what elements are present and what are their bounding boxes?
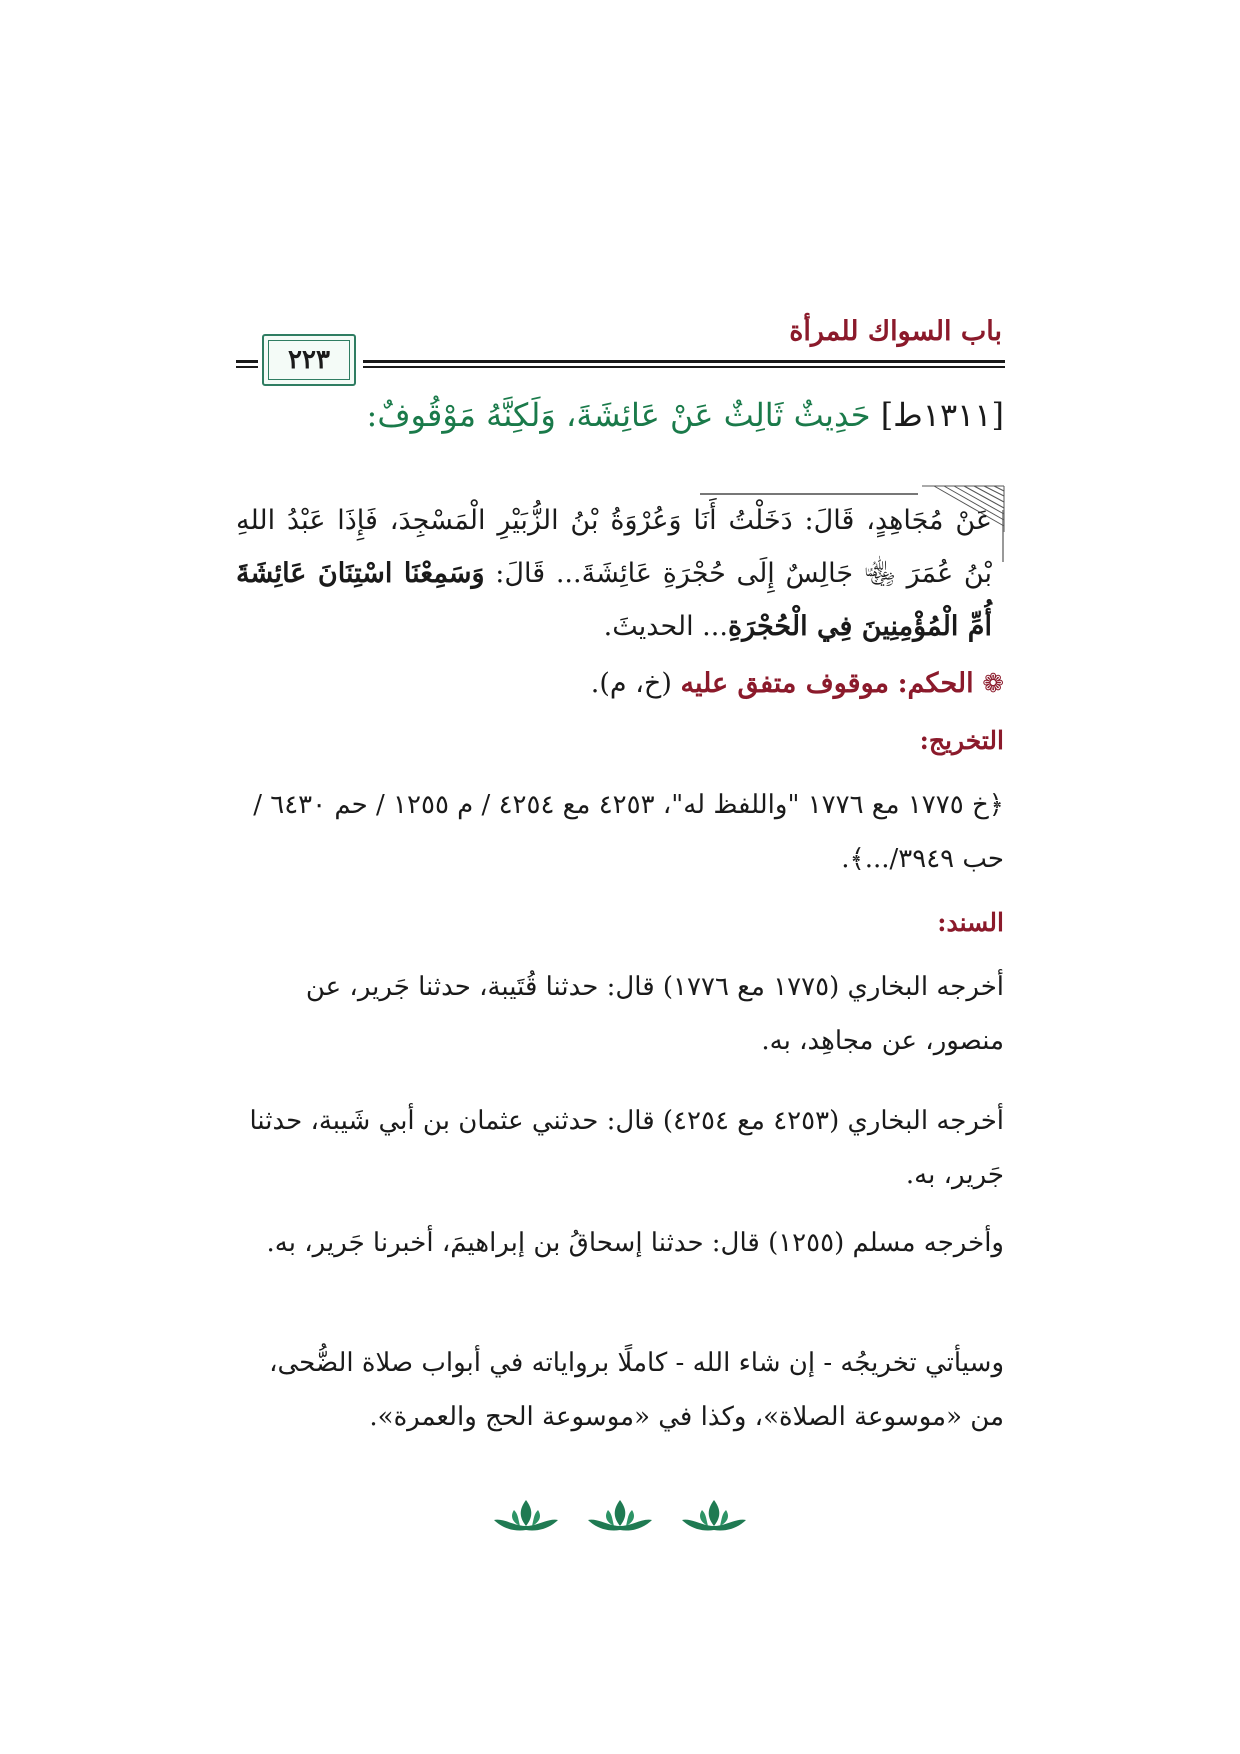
header-rule-thin [363, 366, 1005, 368]
sanad-paragraph: وأخرجه مسلم (١٢٥٥) قال: حدثنا إسحاقُ بن إبراهيمَ، أخبرنا جَرير، به. [266, 1228, 1004, 1258]
sanad-paragraph: أخرجه البخاري (١٧٧٥ مع ١٧٧٦) قال: حدثنا قُتَيبة، حدثنا جَرير، عن منصور، عن مجاهِد، به. [305, 972, 1004, 1056]
sanad-paragraph: أخرجه البخاري (٤٢٥٣ مع ٤٢٥٤) قال: حدثني عثمان بن أبي شَيبة، حدثنا جَرير، به. [249, 1106, 1004, 1190]
lotus-ornament-icon [490, 1496, 562, 1536]
sanad-paragraph: وسيأتي تخريجُه - إن شاء الله - كاملًا برواياته في أبواب صلاة الضُّحى، من «موسوعة الصلاة»، وكذا في «موسوعة الحج والعمرة». [269, 1348, 1004, 1432]
sanad-label: السند: [937, 908, 1004, 937]
hadith-number: [١٣١١ط] [880, 396, 1004, 434]
ruling-value: موقوف متفق عليه [680, 668, 889, 699]
chapter-title: باب السواك للمرأة [789, 316, 1002, 347]
ruling-line [224, 668, 1004, 699]
takhrij-text: ﴿خ ١٧٧٥ مع ١٧٧٦ "واللفظ له"، ٤٢٥٣ مع ٤٢٥٤ / م ١٢٥٥ / حم ٦٤٣٠ / حب ٣٩٤٩/...﴾. [253, 790, 1004, 874]
lotus-ornament-icon [678, 1496, 750, 1536]
lotus-ornament-icon [584, 1496, 656, 1536]
page-number: ٢٢٣ [288, 345, 330, 375]
hadith-text-end: ... الحديثَ. [603, 611, 728, 642]
hadith-text-main: عَنْ مُجَاهِدٍ، قَالَ: دَخَلْتُ أَنَا وَعُرْوَةُ بْنُ الزُّبَيْرِ الْمَسْجِدَ، فَإِذَا عَبْدُ اللهِ بْنُ عُمَرَ ﵄ جَالِسٌ إِلَى حُجْرَةِ عَائِشَةَ... قَالَ: [236, 505, 992, 589]
page-number-frame-inner [268, 340, 350, 380]
hadith-heading [224, 396, 1004, 434]
section-end-ornaments [490, 1496, 750, 1536]
ruling-label: الحكم: [897, 668, 974, 699]
hadith-heading-text: حَدِيثٌ ثَالِثٌ عَنْ عَائِشَةَ، وَلَكِنَّهُ مَوْقُوفٌ: [366, 396, 871, 434]
hadith-text [236, 494, 992, 653]
header-rule-left [236, 360, 258, 363]
takhrij-label: التخريج: [919, 726, 1004, 755]
header-rule-left-thin [236, 366, 258, 368]
ruling-sources: (خ، م). [590, 668, 672, 699]
page-number-frame [262, 334, 356, 386]
flower-icon: ❁ [982, 669, 1004, 699]
hadith-text-bold: وَسَمِعْنَا اسْتِنَانَ عَائِشَةَ أُمِّ الْمُؤْمِنِينَ فِي الْحُجْرَةِ [236, 558, 992, 642]
header-rule [363, 360, 1005, 363]
